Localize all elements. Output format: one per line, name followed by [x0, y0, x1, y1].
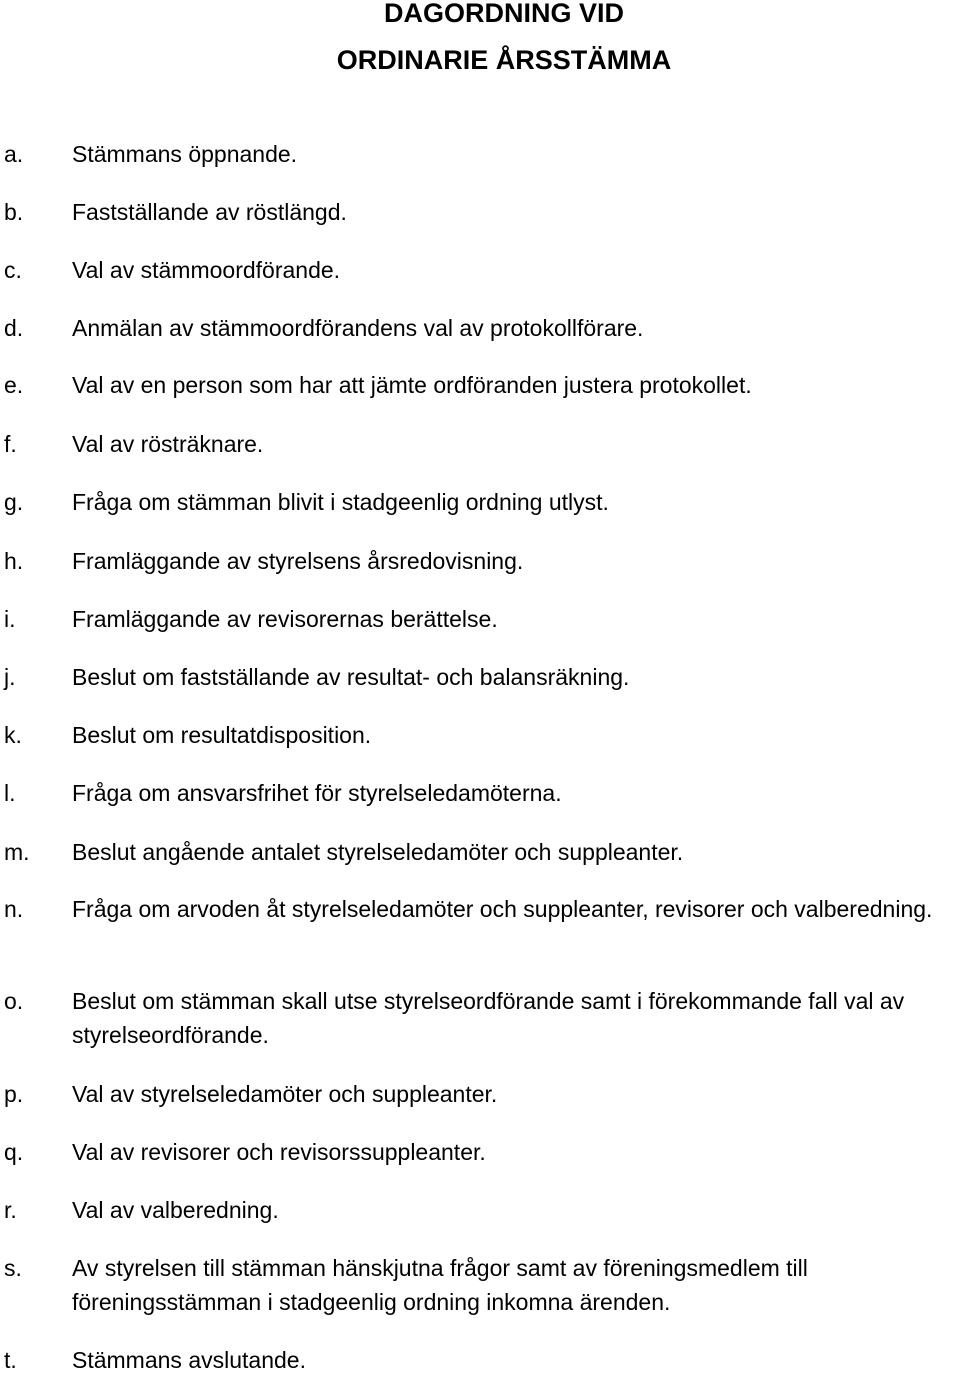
- item-letter: e.: [4, 372, 24, 398]
- item-text: Anmälan av stämmoordförandens val av protokollförare.: [72, 315, 644, 341]
- item-letter: f.: [4, 431, 17, 457]
- item-letter: d.: [4, 315, 24, 341]
- item-text: Beslut om fastställande av resultat- och balansräkning.: [72, 664, 630, 690]
- item-letter: h.: [4, 548, 24, 574]
- item-letter: p.: [4, 1081, 24, 1107]
- item-text: Fråga om arvoden åt styrelseledamöter och suppleanter, revisorer och valberedning.: [72, 896, 933, 922]
- item-text: Val av rösträknare.: [72, 431, 264, 457]
- item-text: Fråga om stämman blivit i stadgeenlig ordning utlyst.: [72, 489, 609, 515]
- item-text: Framläggande av revisorernas berättelse.: [72, 606, 498, 632]
- item-text: Av styrelsen till stämman hänskjutna frågor samt av föreningsmedlem till föreningsstämman i stadgeenlig ordning inkomna ärenden.: [72, 1255, 808, 1315]
- item-letter: b.: [4, 199, 24, 225]
- item-letter: l.: [4, 780, 16, 806]
- item-letter: c.: [4, 257, 22, 283]
- item-text: Framläggande av styrelsens årsredovisning.: [72, 548, 524, 574]
- item-text: Val av en person som har att jämte ordföranden justera protokollet.: [72, 372, 752, 398]
- item-text: Val av styrelseledamöter och suppleanter.: [72, 1081, 498, 1107]
- item-letter: m.: [4, 839, 30, 865]
- item-text: Beslut om resultatdisposition.: [72, 722, 372, 748]
- item-text: Beslut angående antalet styrelseledamöter och suppleanter.: [72, 839, 684, 865]
- item-letter: g.: [4, 489, 24, 515]
- item-text: Beslut om stämman skall utse styrelseordförande samt i förekommande fall val av styrelseordförande.: [72, 988, 905, 1048]
- item-text: Fråga om ansvarsfrihet för styrelseledamöterna.: [72, 780, 562, 806]
- item-letter: r.: [4, 1197, 17, 1223]
- item-text: Val av stämmoordförande.: [72, 257, 341, 283]
- item-text: Val av valberedning.: [72, 1197, 279, 1223]
- item-letter: a.: [4, 141, 24, 167]
- item-text: Fastställande av röstlängd.: [72, 199, 347, 225]
- item-letter: s.: [4, 1255, 22, 1281]
- title-line-2: ORDINARIE ÅRSSTÄMMA: [336, 45, 672, 75]
- item-text: Stämmans öppnande.: [72, 141, 298, 167]
- item-text: Stämmans avslutande.: [72, 1347, 306, 1373]
- item-letter: i.: [4, 606, 16, 632]
- item-letter: t.: [4, 1347, 17, 1373]
- item-letter: q.: [4, 1139, 24, 1165]
- title-line-1: DAGORDNING VID: [383, 0, 624, 28]
- item-letter: o.: [4, 988, 24, 1014]
- item-letter: n.: [4, 896, 24, 922]
- item-letter: k.: [4, 722, 22, 748]
- item-letter: j.: [4, 664, 16, 690]
- item-text: Val av revisorer och revisorssuppleanter.: [72, 1139, 486, 1165]
